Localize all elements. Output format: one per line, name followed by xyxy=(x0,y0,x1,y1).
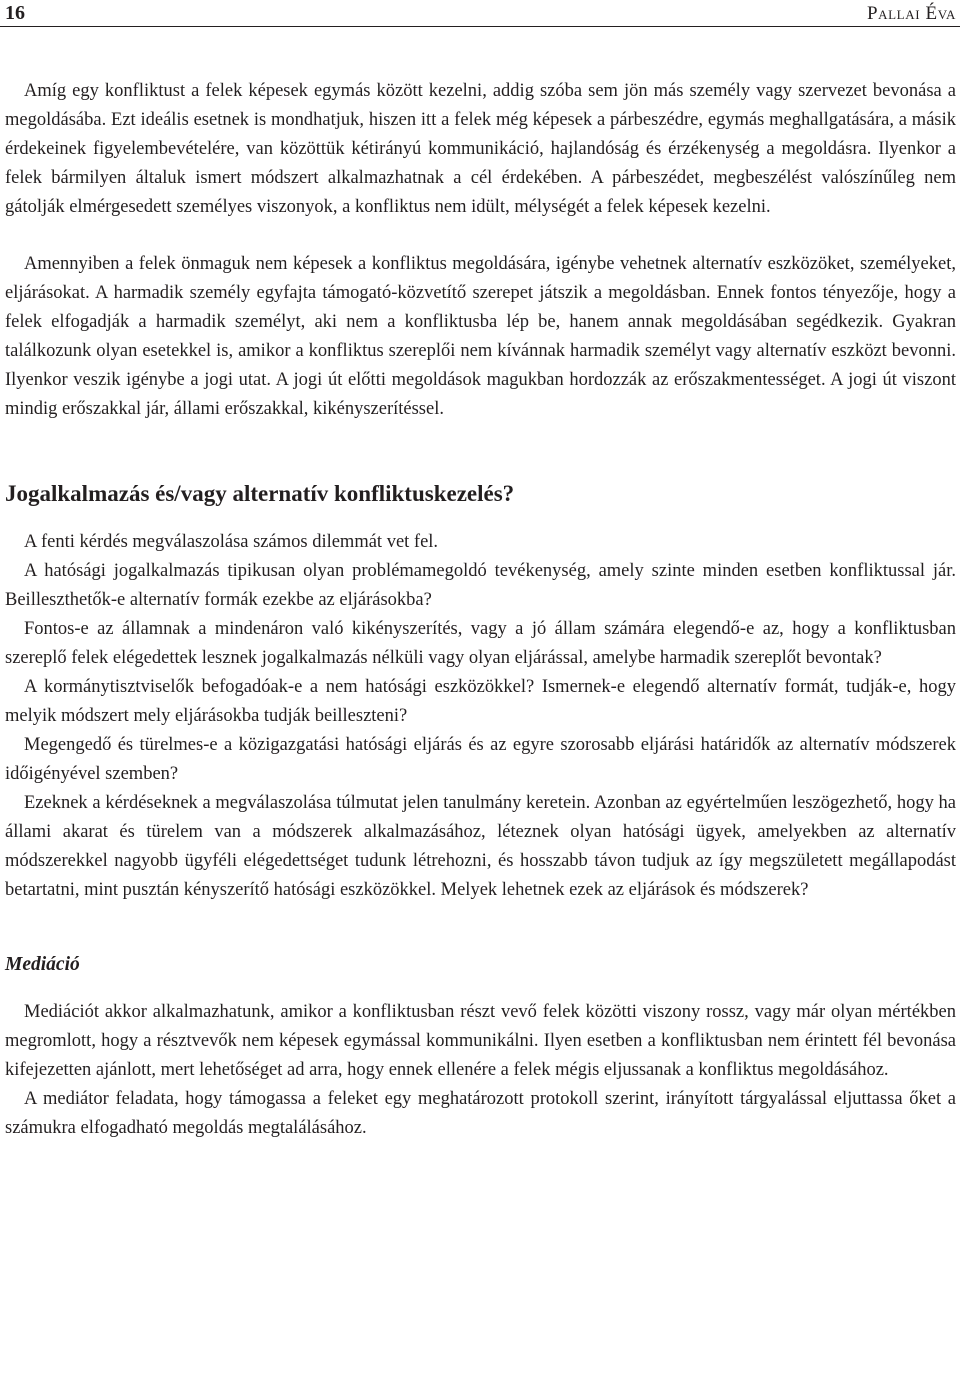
body-paragraph: Amennyiben a felek önmaguk nem képesek a konfliktus megoldására, igénybe vehetnek alternatív eszközöket, személyeket, eljárásokat. A harmadik személy egyfajta támogató-közvetítő szerepet játszik a megoldásban. Ennek fontos tényezője, hogy a felek elfogadják a harmadik személyt, aki nem a konfliktusba lép be, hanem annak megoldásában segédkezik. Gyakran találkozunk olyan esetekkel is, amikor a konfliktus szereplői nem kívánnak harmadik személyt vagy alternatív eszközt bevonni. Ilyenkor veszik igénybe a jogi utat. A jogi út előtti megoldások magukban hordozzák az erőszakmentességet. A jogi út viszont mindig erőszakkal jár, állami erőszakkal, kikényszerítéssel. xyxy=(5,254,956,419)
body-paragraph: A mediátor feladata, hogy támogassa a feleket egy meghatározott protokoll szerint, irányított tárgyalással eljuttassa őket a számukra elfogadható megoldás megtalálásához. xyxy=(5,1089,956,1138)
body-paragraph: Fontos-e az államnak a mindenáron való kikényszerítés, vagy a jó állam számára elegendő-e az, hogy a konfliktusban szereplő felek elégedettek lesznek jogalkalmazás nélküli vagy olyan eljárással, amelybe harmadik szereplőt bevontak? xyxy=(5,619,956,668)
running-head-author: Pallai Éva xyxy=(866,3,956,24)
body-paragraph: Ezeknek a kérdéseknek a megválaszolása túlmutat jelen tanulmány keretein. Azonban az egyértelműen leszögezhető, hogy ha állami akarat és türelem van a módszerek alkalmazásához, léteznek olyan hatósági ügyek, amelyekben az alternatív módszerekkel nagyobb ügyféli elégedettséget tudunk létrehozni, és hosszabb távon tudjuk az így megszületett megállapodást betartatni, mint pusztán kényszerítő hatósági eszközökkel. Melyek lehetnek ezek az eljárások és módszerek? xyxy=(5,793,956,900)
page-body xyxy=(5,77,956,1143)
section-heading: Jogalkalmazás és/vagy alternatív konfliktuskezelés? xyxy=(5,481,515,506)
body-paragraph: Mediációt akkor alkalmazhatunk, amikor a konfliktusban részt vevő felek közötti viszony rossz, vagy már olyan mértékben megromlott, hogy a résztvevők nem képesek egymással kommunikálni. Ilyen esetben a konfliktusban nem érintett fél bevonása kifejezetten ajánlott, mert lehetőséget ad arra, hogy ennek ellenére a felek mégis eljussanak a konfliktus megoldásához. xyxy=(5,1002,956,1080)
page-header xyxy=(0,0,960,27)
subsection-heading: Mediáció xyxy=(5,954,80,975)
body-paragraph: Megengedő és türelmes-e a közigazgatási hatósági eljárás és az egyre szorosabb eljárási határidők az alternatív módszerek időigényével szemben? xyxy=(5,735,956,784)
page-number: 16 xyxy=(5,2,25,24)
body-paragraph: A hatósági jogalkalmazás tipikusan olyan problémamegoldó tevékenység, amely szinte minden esetben konfliktussal jár. Beilleszthetők-e alternatív formák ezekbe az eljárásokba? xyxy=(5,561,956,610)
body-paragraph: A fenti kérdés megválaszolása számos dilemmát vet fel. xyxy=(24,532,439,552)
body-paragraph: Amíg egy konfliktust a felek képesek egymás között kezelni, addig szóba sem jön más személy vagy szervezet bevonása a megoldásába. Ezt ideális esetnek is mondhatjuk, hiszen itt a felek még képesek a párbeszédre, egymás meghallgatására, a másik érdekeinek figyelembevételére, van közöttük kétirányú kommunikáció, hajlandóság és érzékenység a megoldásra. Ilyenkor a felek bármilyen általuk ismert módszert alkalmazhatnak a cél érdekében. A párbeszédet, megbeszélést valószínűleg nem gátolják elmérgesedett személyes viszonyok, a konfliktus nem idült, mélységét a felek képesek kezelni. xyxy=(5,81,956,217)
body-paragraph: A kormánytisztviselők befogadóak-e a nem hatósági eszközökkel? Ismernek-e elegendő alternatív formát, tudják-e, hogy melyik módszert mely eljárásokba tudják beilleszteni? xyxy=(5,677,956,726)
